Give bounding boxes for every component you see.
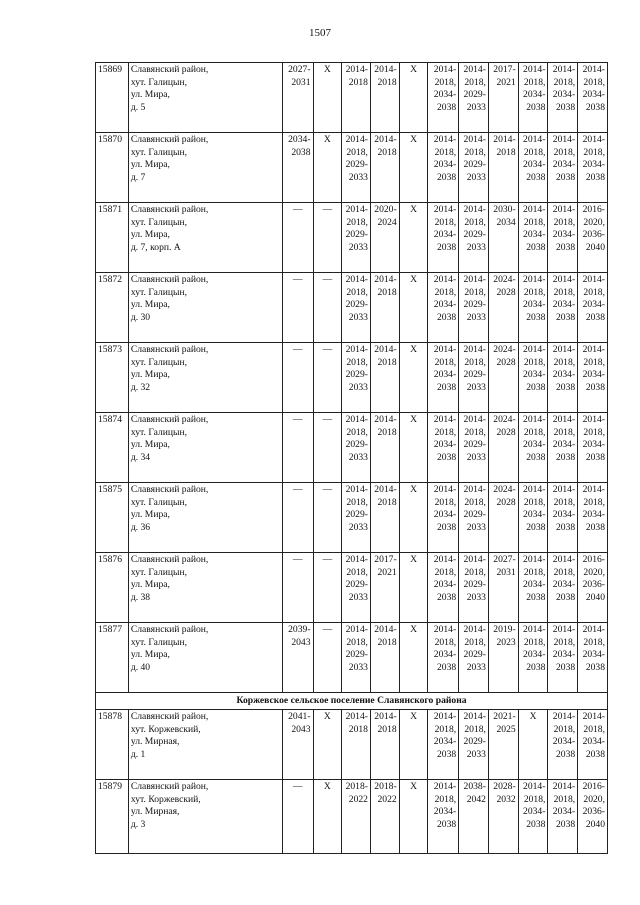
period-cell: 2014- 2018, 2029- 2033 xyxy=(342,553,371,623)
period-cell: — xyxy=(313,343,342,413)
period-cell: Х xyxy=(399,623,428,693)
period-cell: 2014- 2018, 2034- 2038 xyxy=(578,63,608,133)
table-body-korzhevsky xyxy=(96,710,608,854)
page-number: 1507 xyxy=(309,27,331,39)
period-cell: 2014- 2018, 2034- 2038 xyxy=(518,553,548,623)
period-cell: 2014- 2018, 2034- 2038 xyxy=(548,413,578,483)
period-cell: — xyxy=(282,343,313,413)
registry-table xyxy=(95,62,608,854)
record-number: 15869 xyxy=(96,63,129,133)
period-cell: 2014- 2018, 2029- 2033 xyxy=(342,413,371,483)
address-cell xyxy=(128,203,282,273)
address-line: ул. Мира, xyxy=(130,579,170,591)
period-cell: — xyxy=(282,780,313,854)
address-line: Славянский район, xyxy=(130,484,209,495)
table-row xyxy=(96,780,608,854)
period-cell: 2014- 2018 xyxy=(370,483,399,553)
table-row xyxy=(96,203,608,273)
address-line: ул. Мира, xyxy=(130,159,170,171)
period-cell: — xyxy=(313,553,342,623)
period-cell: Х xyxy=(399,203,428,273)
address-cell xyxy=(128,63,282,133)
period-cell: 2014- 2018 xyxy=(342,710,371,780)
period-cell: 2014- 2018, 2029- 2033 xyxy=(459,623,489,693)
address-line: хут. Галицын, xyxy=(130,76,188,88)
period-cell: 2014- 2018, 2029- 2033 xyxy=(459,343,489,413)
address-line: хут. Галицын, xyxy=(130,286,188,298)
address-line: ул. Мира, xyxy=(130,89,170,101)
address-line: хут. Галицын, xyxy=(130,216,188,228)
period-cell: 2021- 2025 xyxy=(488,710,518,780)
period-cell: 2014- 2018 xyxy=(370,710,399,780)
record-number: 15873 xyxy=(96,343,129,413)
period-cell: 2014- 2018, 2034- 2038 xyxy=(578,273,608,343)
period-cell: — xyxy=(282,273,313,343)
period-cell: 2014- 2018, 2029- 2033 xyxy=(459,203,489,273)
period-cell: 2014- 2018, 2034- 2038 xyxy=(518,133,548,203)
period-cell: — xyxy=(282,413,313,483)
period-cell: 2024- 2028 xyxy=(488,343,518,413)
period-cell: Х xyxy=(518,710,548,780)
period-cell: 2014- 2018, 2034- 2038 xyxy=(578,623,608,693)
address-line: хут. Галицын, xyxy=(130,566,188,578)
address-line: д. 7 xyxy=(130,171,146,183)
period-cell: Х xyxy=(399,553,428,623)
period-cell: 2027- 2031 xyxy=(488,553,518,623)
period-cell: 2014- 2018, 2034- 2038 xyxy=(548,273,578,343)
address-line: хут. Галицын, xyxy=(130,146,188,158)
address-line: хут. Галицын, xyxy=(130,496,188,508)
period-cell: 2014- 2018, 2029- 2033 xyxy=(459,483,489,553)
period-cell: 2014- 2018, 2029- 2033 xyxy=(342,343,371,413)
address-line: хут. Коржевский, xyxy=(130,793,201,805)
period-cell: Х xyxy=(313,133,342,203)
period-cell: 2016- 2020, 2036- 2040 xyxy=(578,203,608,273)
period-cell: 2024- 2028 xyxy=(488,413,518,483)
address-line: ул. Мира, xyxy=(130,509,170,521)
address-cell xyxy=(128,273,282,343)
period-cell: Х xyxy=(313,710,342,780)
address-line: д. 38 xyxy=(130,591,151,603)
address-line: д. 36 xyxy=(130,521,151,533)
period-cell: 2014- 2018, 2034- 2038 xyxy=(518,780,548,854)
period-cell: 2019- 2023 xyxy=(488,623,518,693)
period-cell: — xyxy=(313,413,342,483)
period-cell: 2014- 2018, 2034- 2038 xyxy=(428,413,459,483)
period-cell: 2014- 2018, 2034- 2038 xyxy=(428,483,459,553)
table-row xyxy=(96,343,608,413)
address-line: Славянский район, xyxy=(130,554,209,565)
period-cell: — xyxy=(313,483,342,553)
section-row xyxy=(96,693,608,710)
period-cell: 2014- 2018, 2034- 2038 xyxy=(578,710,608,780)
period-cell: Х xyxy=(313,63,342,133)
address-cell xyxy=(128,623,282,693)
period-cell: — xyxy=(313,203,342,273)
record-number: 15872 xyxy=(96,273,129,343)
period-cell: 2014- 2018, 2034- 2038 xyxy=(548,553,578,623)
period-cell: Х xyxy=(399,483,428,553)
table-row xyxy=(96,553,608,623)
address-line: д. 34 xyxy=(130,451,151,463)
address-line: д. 3 xyxy=(130,818,146,830)
period-cell: 2014- 2018, 2029- 2033 xyxy=(342,483,371,553)
period-cell: 2018- 2022 xyxy=(342,780,371,854)
address-line: ул. Мира, xyxy=(130,299,170,311)
address-cell xyxy=(128,133,282,203)
table-row xyxy=(96,413,608,483)
period-cell: 2014- 2018, 2029- 2033 xyxy=(342,273,371,343)
period-cell: 2014- 2018, 2034- 2038 xyxy=(548,343,578,413)
period-cell: 2014- 2018, 2034- 2038 xyxy=(578,483,608,553)
period-cell: 2014- 2018, 2034- 2038 xyxy=(518,203,548,273)
period-cell: 2014- 2018, 2034- 2038 xyxy=(518,343,548,413)
address-cell xyxy=(128,413,282,483)
address-cell xyxy=(128,710,282,780)
period-cell: 2014- 2018, 2029- 2033 xyxy=(342,203,371,273)
period-cell: 2014- 2018 xyxy=(488,133,518,203)
table-row xyxy=(96,273,608,343)
period-cell: 2014- 2018 xyxy=(370,273,399,343)
period-cell: — xyxy=(313,273,342,343)
period-cell: 2014- 2018, 2034- 2038 xyxy=(548,133,578,203)
period-cell: 2028- 2032 xyxy=(488,780,518,854)
record-number: 15877 xyxy=(96,623,129,693)
section-header xyxy=(96,693,608,710)
period-cell: 2020- 2024 xyxy=(370,203,399,273)
period-cell: 2039- 2043 xyxy=(282,623,313,693)
period-cell: Х xyxy=(399,413,428,483)
period-cell: 2034- 2038 xyxy=(282,133,313,203)
table-row xyxy=(96,710,608,780)
address-line: хут. Галицын, xyxy=(130,636,188,648)
period-cell: Х xyxy=(399,273,428,343)
period-cell: 2014- 2018, 2034- 2038 xyxy=(518,483,548,553)
period-cell: 2014- 2018, 2034- 2038 xyxy=(428,63,459,133)
period-cell: 2014- 2018 xyxy=(370,343,399,413)
period-cell: 2014- 2018, 2034- 2038 xyxy=(428,710,459,780)
period-cell: 2014- 2018, 2034- 2038 xyxy=(578,133,608,203)
period-cell: 2014- 2018, 2034- 2038 xyxy=(518,413,548,483)
address-line: д. 5 xyxy=(130,101,146,113)
record-number: 15876 xyxy=(96,553,129,623)
period-cell: 2014- 2018, 2029- 2033 xyxy=(459,413,489,483)
address-line: Славянский район, xyxy=(130,624,209,635)
address-line: ул. Мира, xyxy=(130,439,170,451)
period-cell: 2027- 2031 xyxy=(282,63,313,133)
period-cell: 2014- 2018, 2029- 2033 xyxy=(459,553,489,623)
table-body-galitsyn xyxy=(96,63,608,693)
period-cell: Х xyxy=(399,63,428,133)
period-cell: Х xyxy=(399,343,428,413)
table-row xyxy=(96,133,608,203)
address-cell xyxy=(128,553,282,623)
record-number: 15874 xyxy=(96,413,129,483)
address-line: ул. Мирная, xyxy=(130,806,180,818)
address-line: д. 7, корп. А xyxy=(130,241,181,253)
period-cell: 2030- 2034 xyxy=(488,203,518,273)
period-cell: 2014- 2018, 2034- 2038 xyxy=(428,273,459,343)
period-cell: 2016- 2020, 2036- 2040 xyxy=(578,780,608,854)
period-cell: 2014- 2018 xyxy=(342,63,371,133)
period-cell: 2014- 2018, 2034- 2038 xyxy=(428,133,459,203)
period-cell: — xyxy=(282,553,313,623)
address-line: хут. Галицын, xyxy=(130,426,188,438)
address-line: хут. Коржевский, xyxy=(130,723,201,735)
address-line: ул. Мирная, xyxy=(130,736,180,748)
period-cell: Х xyxy=(399,710,428,780)
address-line: Славянский район, xyxy=(130,274,209,285)
address-line: д. 1 xyxy=(130,748,146,760)
period-cell: 2014- 2018, 2034- 2038 xyxy=(428,203,459,273)
period-cell: 2014- 2018 xyxy=(370,63,399,133)
period-cell: 2014- 2018 xyxy=(370,413,399,483)
period-cell: 2017- 2021 xyxy=(370,553,399,623)
period-cell: 2014- 2018, 2029- 2033 xyxy=(459,63,489,133)
period-cell: — xyxy=(282,483,313,553)
period-cell: 2014- 2018, 2034- 2038 xyxy=(548,63,578,133)
period-cell: 2014- 2018 xyxy=(370,623,399,693)
address-line: Славянский район, xyxy=(130,781,209,792)
address-line: ул. Мира, xyxy=(130,369,170,381)
period-cell: 2014- 2018, 2034- 2038 xyxy=(548,710,578,780)
record-number: 15875 xyxy=(96,483,129,553)
address-cell xyxy=(128,483,282,553)
period-cell: 2014- 2018, 2034- 2038 xyxy=(518,623,548,693)
record-number: 15871 xyxy=(96,203,129,273)
period-cell: Х xyxy=(399,133,428,203)
period-cell: 2014- 2018, 2034- 2038 xyxy=(548,483,578,553)
period-cell: 2014- 2018 xyxy=(370,133,399,203)
period-cell: 2014- 2018, 2034- 2038 xyxy=(518,63,548,133)
record-number: 15870 xyxy=(96,133,129,203)
period-cell: 2014- 2018, 2034- 2038 xyxy=(548,780,578,854)
address-line: Славянский район, xyxy=(130,134,209,145)
period-cell: Х xyxy=(313,780,342,854)
period-cell: 2014- 2018, 2034- 2038 xyxy=(428,780,459,854)
period-cell: — xyxy=(313,623,342,693)
address-cell xyxy=(128,343,282,413)
address-line: д. 30 xyxy=(130,311,151,323)
address-line: хут. Галицын, xyxy=(130,356,188,368)
period-cell: 2038- 2042 xyxy=(459,780,489,854)
table-row xyxy=(96,623,608,693)
address-line: Славянский район, xyxy=(130,344,209,355)
period-cell: 2014- 2018, 2034- 2038 xyxy=(518,273,548,343)
period-cell: 2014- 2018, 2034- 2038 xyxy=(548,203,578,273)
period-cell: 2014- 2018, 2029- 2033 xyxy=(342,133,371,203)
period-cell: 2018- 2022 xyxy=(370,780,399,854)
period-cell: 2016- 2020, 2036- 2040 xyxy=(578,553,608,623)
period-cell: 2014- 2018, 2034- 2038 xyxy=(548,623,578,693)
period-cell: Х xyxy=(399,780,428,854)
address-line: Славянский район, xyxy=(130,711,209,722)
address-line: Славянский район, xyxy=(130,204,209,215)
table-row xyxy=(96,483,608,553)
address-line: ул. Мира, xyxy=(130,229,170,241)
period-cell: 2014- 2018, 2034- 2038 xyxy=(578,343,608,413)
record-number: 15878 xyxy=(96,710,129,780)
address-line: д. 32 xyxy=(130,381,151,393)
period-cell: 2017- 2021 xyxy=(488,63,518,133)
address-cell xyxy=(128,780,282,854)
address-line: д. 40 xyxy=(130,661,151,673)
period-cell: 2041- 2043 xyxy=(282,710,313,780)
address-line: ул. Мира, xyxy=(130,649,170,661)
address-line: Славянский район, xyxy=(130,414,209,425)
period-cell: 2024- 2028 xyxy=(488,483,518,553)
table-row xyxy=(96,63,608,133)
section-title: Коржевское сельское поселение Славянского района xyxy=(96,693,608,710)
period-cell: 2014- 2018, 2034- 2038 xyxy=(578,413,608,483)
address-line: Славянский район, xyxy=(130,64,209,75)
period-cell: 2014- 2018, 2034- 2038 xyxy=(428,553,459,623)
period-cell: 2014- 2018, 2034- 2038 xyxy=(428,623,459,693)
period-cell: 2024- 2028 xyxy=(488,273,518,343)
period-cell: 2014- 2018, 2034- 2038 xyxy=(428,343,459,413)
record-number: 15879 xyxy=(96,780,129,854)
period-cell: — xyxy=(282,203,313,273)
period-cell: 2014- 2018, 2029- 2033 xyxy=(342,623,371,693)
period-cell: 2014- 2018, 2029- 2033 xyxy=(459,273,489,343)
period-cell: 2014- 2018, 2029- 2033 xyxy=(459,133,489,203)
period-cell: 2014- 2018, 2029- 2033 xyxy=(459,710,489,780)
